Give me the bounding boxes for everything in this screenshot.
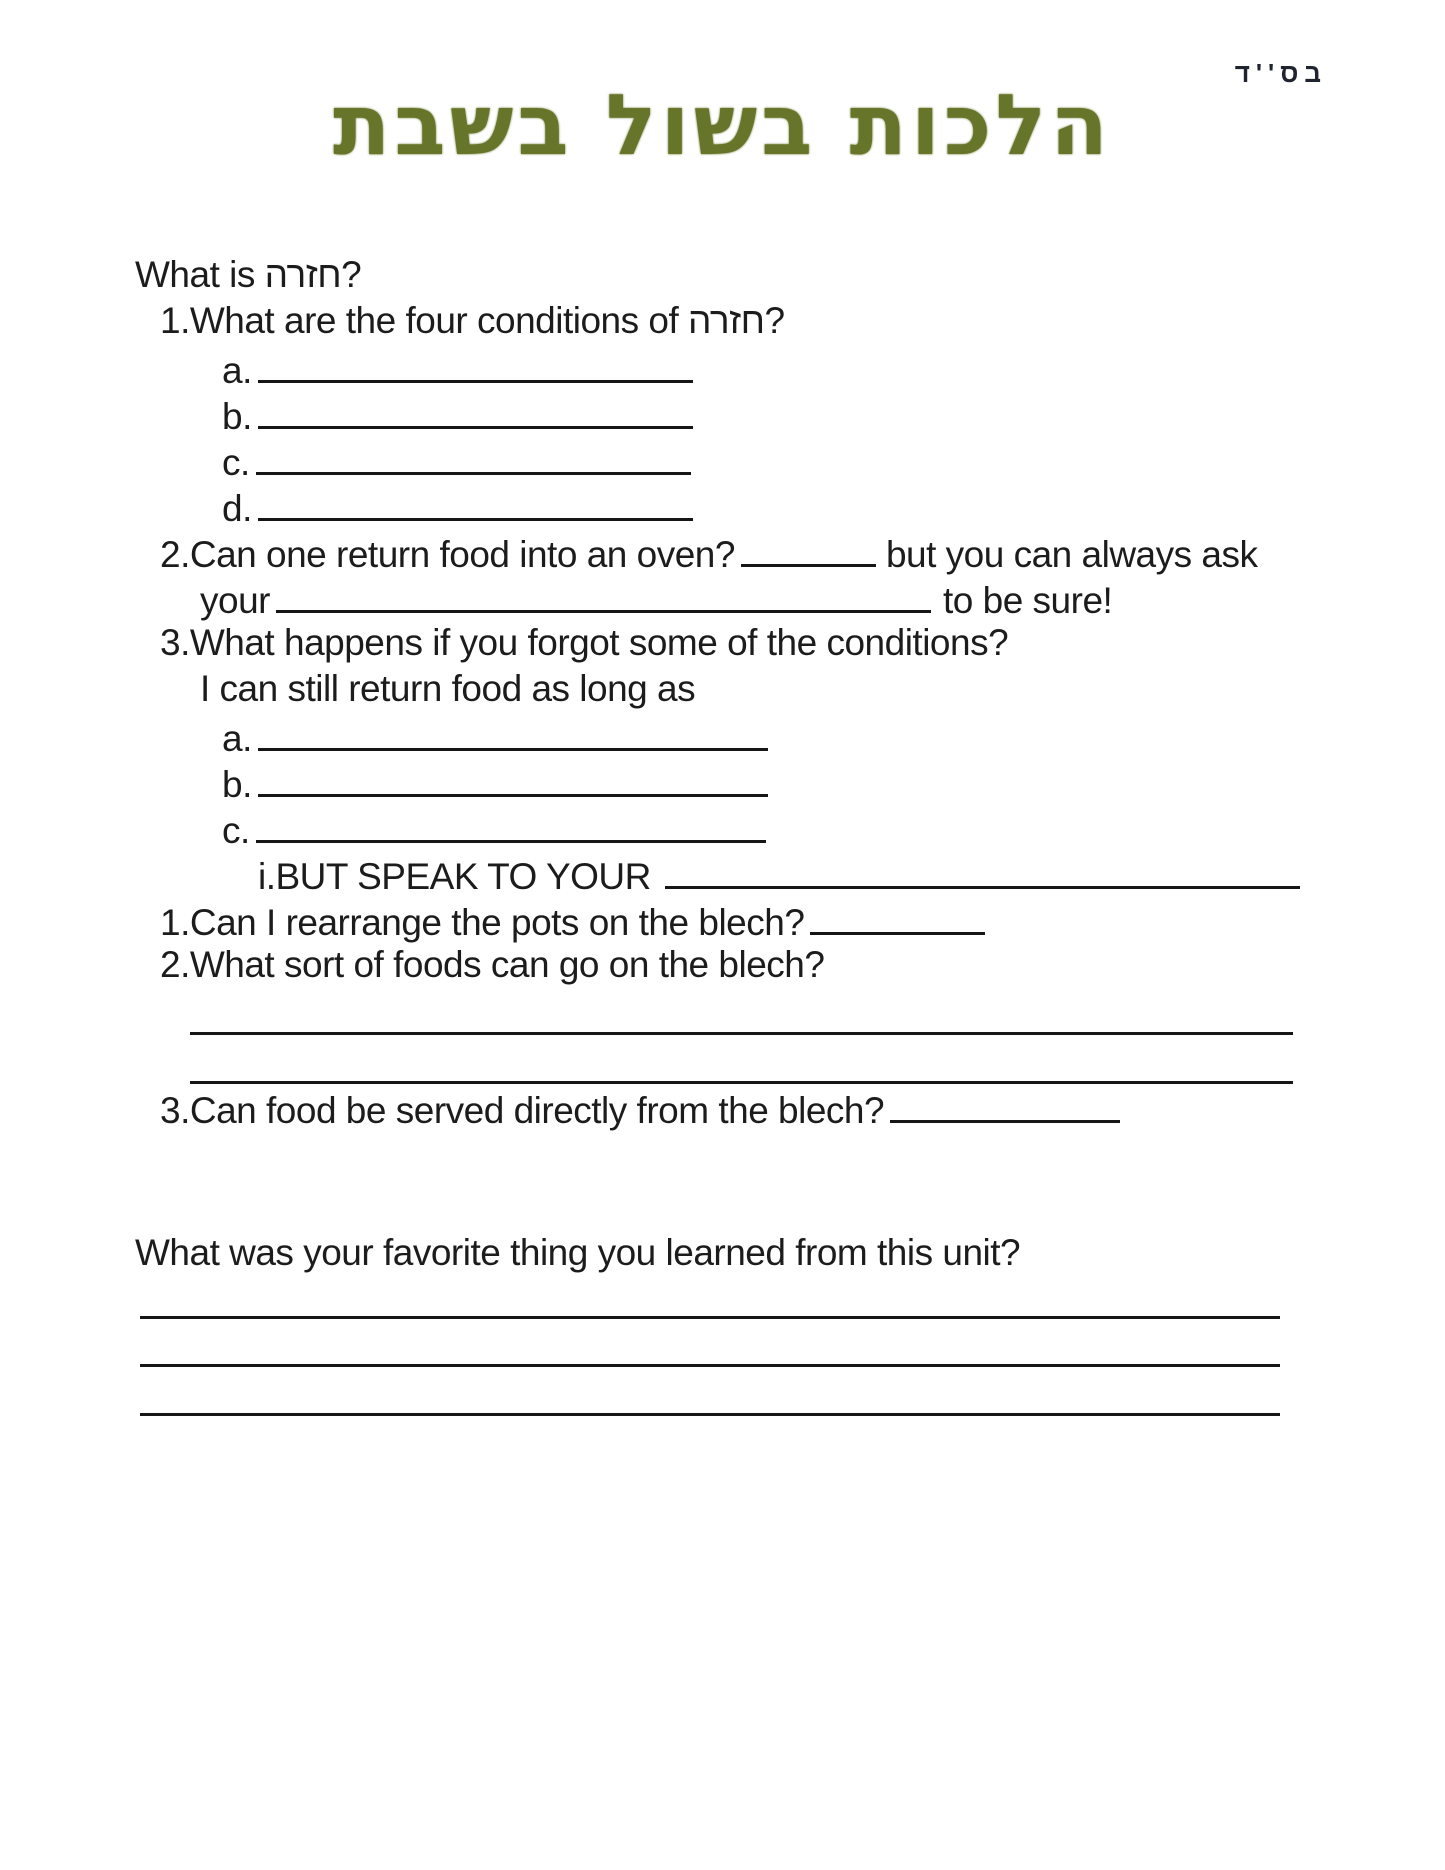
question-text: Can I rearrange the pots on the blech?: [189, 902, 805, 943]
question-text-continued: but you can always ask: [885, 534, 1258, 575]
as-long-as-item-a: [0, 712, 1445, 758]
question-return-oven-line2: [0, 574, 1445, 620]
line2-prefix: your: [200, 580, 270, 621]
answer-blank-condition-d[interactable]: [258, 482, 693, 521]
question-text: What sort of foods can go on the blech?: [189, 944, 825, 985]
closing-question: [0, 1230, 1445, 1276]
condition-item-d: [0, 482, 1445, 528]
answer-blank-oven[interactable]: [741, 528, 876, 567]
answer-blank-as-long-as-c[interactable]: [256, 804, 766, 843]
answer-blank-as-long-as-b[interactable]: [258, 758, 768, 797]
lead-in-statement: [0, 666, 1445, 712]
question-forgot-conditions: [0, 620, 1445, 666]
question-text: Can one return food into an oven?: [189, 534, 735, 575]
question-four-conditions: [0, 298, 1445, 344]
question-rearrange-pots: [0, 896, 1445, 942]
item-letter: b.: [222, 764, 252, 805]
question-number: 3.: [160, 1090, 190, 1131]
answer-blank-condition-c[interactable]: [256, 436, 691, 475]
as-long-as-item-b: [0, 758, 1445, 804]
answer-blank-rearrange[interactable]: [810, 896, 985, 935]
condition-item-c: [0, 436, 1445, 482]
question-text: What are the four conditions of חזרה?: [189, 300, 785, 341]
question-text: What happens if you forgot some of the conditions?: [189, 622, 1009, 663]
answer-blank-condition-b[interactable]: [258, 390, 693, 429]
item-letter: d.: [222, 488, 252, 529]
answer-line-foods-2[interactable]: [190, 1035, 1293, 1084]
note-number: i.: [258, 856, 276, 897]
intro-question: [0, 252, 1445, 298]
worksheet-body: [0, 252, 1445, 1416]
question-number: 2.: [160, 534, 190, 575]
answer-blank-served[interactable]: [890, 1084, 1120, 1123]
condition-item-a: [0, 344, 1445, 390]
bsd-mark: בס''ד: [1234, 58, 1327, 88]
question-number: 1.: [160, 300, 190, 341]
item-letter: b.: [222, 396, 252, 437]
question-served-from-blech: [0, 1084, 1445, 1130]
question-text: Can food be served directly from the blech?: [189, 1090, 885, 1131]
closing-question-text: What was your favorite thing you learned from this unit?: [135, 1232, 1021, 1273]
answer-line-favorite-1[interactable]: [140, 1276, 1280, 1319]
answer-blank-who-to-ask[interactable]: [276, 574, 931, 613]
answer-line-foods-1[interactable]: [190, 988, 1293, 1035]
as-long-as-item-c: [0, 804, 1445, 850]
answer-blank-condition-a[interactable]: [258, 344, 693, 383]
item-letter: a.: [222, 718, 252, 759]
answer-line-favorite-2[interactable]: [140, 1319, 1280, 1367]
item-letter: c.: [222, 442, 250, 483]
question-return-oven: [0, 528, 1445, 574]
item-letter: c.: [222, 810, 250, 851]
intro-question-text: What is חזרה?: [135, 254, 362, 295]
page-title: הלכות בשול בשבת: [333, 76, 1112, 174]
line2-suffix: to be sure!: [942, 580, 1113, 621]
note-speak-to-your: [0, 850, 1445, 896]
lead-in-text: I can still return food as long as: [200, 668, 696, 709]
item-letter: a.: [222, 350, 252, 391]
answer-line-favorite-3[interactable]: [140, 1367, 1280, 1416]
answer-blank-as-long-as-a[interactable]: [258, 712, 768, 751]
question-number: 2.: [160, 944, 190, 985]
question-number: 3.: [160, 622, 190, 663]
condition-item-b: [0, 390, 1445, 436]
note-text: BUT SPEAK TO YOUR: [275, 856, 651, 897]
answer-blank-speak-to-your[interactable]: [665, 850, 1300, 889]
question-number: 1.: [160, 902, 190, 943]
question-foods-on-blech: [0, 942, 1445, 988]
